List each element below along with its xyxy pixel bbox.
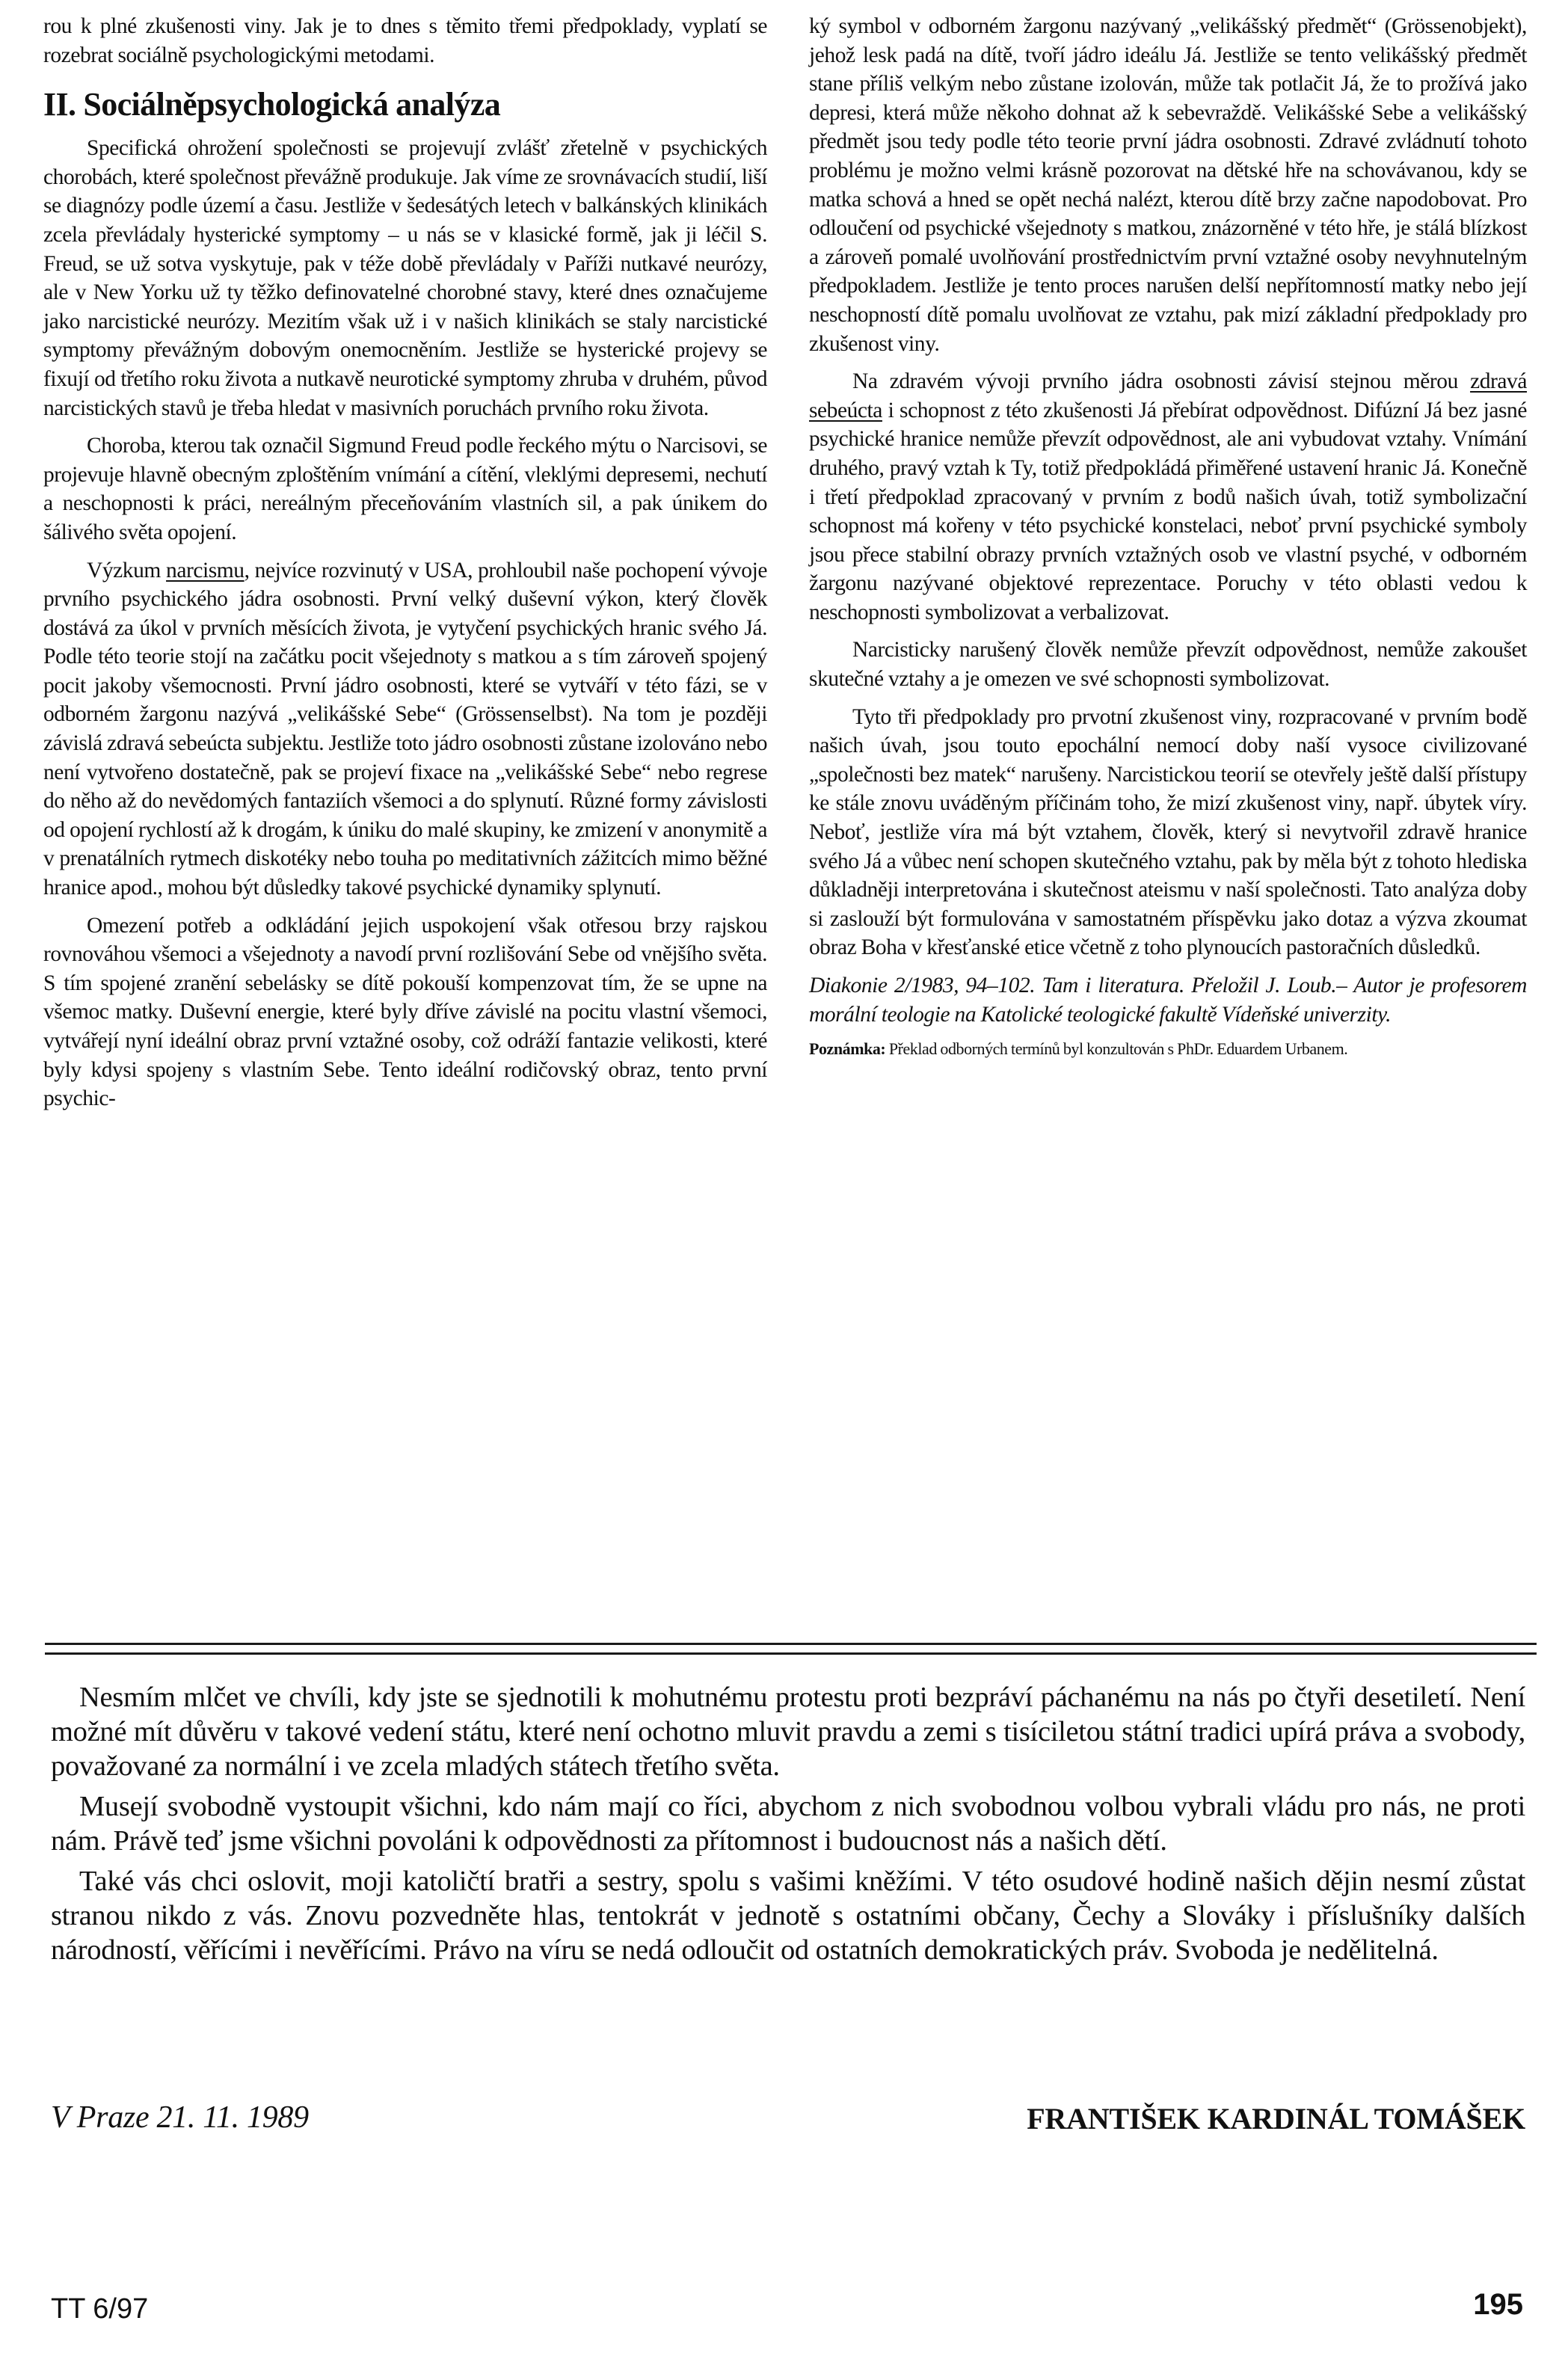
note-label: Poznámka:: [809, 1039, 886, 1059]
issue-label: TT 6/97: [51, 2293, 149, 2325]
article-right-column: [809, 12, 1527, 1069]
body-paragraph: Tyto tři předpoklady pro prvotní zkušenost viny, rozpracované v prvním bodě našich úvah, jsou touto epochální nemocí doby naší vysoce civilizované „společnosti bez matek“ narušeny. Narcistickou teorií se otevřely ještě další přístupy ke stále znovu uváděným příčinám toho, že mizí zkušenost viny, např. úbytek víry. Neboť, jestliže víra má být vztahem, člověk, který si nevytvořil zdravě hranice svého Já a vůbec není schopen skutečného vztahu, pak by měla být z tohoto hlediska důkladněji interpretována i skutečnost ateismu v naší společnosti. Tato analýza doby si zaslouží být formulována v samostatném příspěvku jako dotaz a výzva zkoumat obraz Boha v křesťanské etice včetně z toho plynoucích pastoračních důsledků.: [809, 704, 1527, 960]
letter-section: [51, 1680, 1525, 1973]
section-heading: II. Sociálněpsychologická analýza: [43, 86, 501, 123]
selfesteem-paragraph: [809, 367, 1527, 627]
body-paragraph: Narcisticky narušený člověk nemůže převzít odpovědnost, nemůže zakoušet skutečné vztahy a je omezen ve své schopnosti symbolizovat.: [809, 638, 1527, 692]
letter-paragraph: Nesmím mlčet ve chvíli, kdy jste se sjednotili k mohutnému protestu proti bezpráví páchanému na nás po čtyři desetiletí. Není možné mít důvěru v takové vedení státu, které není ochotno mluvit pravdu a zemi s tisíciletou státní tradici upírá práva a svobody, považované za normální i ve zcela mladých státech třetího světa.: [51, 1682, 1525, 1782]
source-credit: Diakonie 2/1983, 94–102. Tam i literatura. Přeložil J. Loub.– Autor je profesorem morální teologie na Katolické teologické fakultě Vídeňské univerzity.: [809, 974, 1527, 1027]
signature: FRANTIŠEK KARDINÁL TOMÁŠEK: [1027, 2102, 1525, 2135]
letter-paragraph: Musejí svobodně vystoupit všichni, kdo nám mají co říci, abychom z nich svobodnou volbou vybrali vládu pro nás, ne proti nám. Právě teď jsme všichni povoláni k odpovědnosti za přítomnost i budoucnost nás a našich dětí.: [51, 1791, 1525, 1857]
divider-rule: [45, 1652, 1537, 1655]
body-paragraph: Choroba, kterou tak označil Sigmund Freud podle řeckého mýtu o Narcisovi, se projevuje hlavně obecným zploštěním vnímání a cítění, vleklými depresemi, nechutí a neschopnosti k práci, nereálným přeceňováním vlastních sil, a pak únikem do šálivého světa opojení.: [43, 434, 767, 544]
article-left-column: [43, 12, 767, 1122]
research-paragraph: [43, 556, 767, 903]
translation-note: [809, 1038, 1527, 1060]
text-span: i schopnost z této zkušenosti Já přebírat odpovědnost. Difúzní Já bez jasné psychické hranice nemůže převzít odpovědnost, ale ani vybudovat vztahy. Vnímání druhého, pravý vztah k Ty, totiž předpokládá přiměřené ustavení hranic Já. Konečně i třetí předpoklad zpracovaný v prvním z bodů našich úvah, totiž symbolizační schopnost má kořeny v této psychické konstelaci, neboť první psychické symboly jsou přece stabilní obrazy prvních vztažných osob ve vlastní psyché, v odborném žargonu nazývané objektové reprezentace. Poruchy v této oblasti vedou k neschopnosti symbolizovat a verbalizovat.: [809, 398, 1527, 624]
underlined-term: zdravá sebeúcta: [809, 369, 1527, 422]
place-date: V Praze 21. 11. 1989: [51, 2100, 309, 2135]
continuation-paragraph: ký symbol v odborném žargonu nazývaný „velikášský předmět“ (Grössenobjekt), jehož lesk padá na dítě, tvoří jádro ideálu Já. Jestliže se tento velikášský předmět stane příliš velkým nebo zůstane izolován, může tak potlačit Já, že to prožívá jako depresi, která může někoho dohnat až k sebevraždě. Velikášské Sebe a velikášský předmět jsou tedy podle této teorie první jádra osobnosti. Zdravé zvládnutí tohoto problému je možno velmi krásně pozorovat na dětské hře na schovávanou, kdy se matka schová a hned se opět nechá nalézt, kterou dítě brzy začne napodobovat. Pro odloučení od psychické všejednoty s matkou, znázorněné v této hře, je stálá blízkost a zároveň pomalé uvolňování prostřednictvím první vztažné osoby nevyhnutelným předpokladem. Jestliže je tento proces narušen delší nepřítomností matky nebo její neschopností dítě pomalu uvolňovat ze vztahu, pak mizí základní předpoklady pro zkušenost viny.: [809, 14, 1527, 356]
text-span: , nejvíce rozvinutý v USA, prohloubil naše pochopení vývoje prvního psychického jádra osobnosti. První velký duševní výkon, který člověk dostává za úkol v prvních měsících života, je vytyčení psychických hranic svého Já. Podle této teorie stojí na začátku pocit všejednoty s matkou a s tím zároveň spojený pocit jakoby všemocnosti. První jádro osobnosti, které se vytváří v této fázi, se v odborném žargonu nazývá „velikášské Sebe“ (Grössenselbst). Na tom je později závislá zdravá sebeúcta subjektu. Jestliže toto jádro osobnosti zůstane izolováno nebo není vytvořeno dostatečně, pak se projeví fixace na „velikášské Sebe“ nebo regrese do něho až do nevědomých fantaziích všemoci a do splynutí. Různé formy závislosti od opojení rychlostí až k drogám, k úniku do malé skupiny, ke zmizení v anonymitě a v prenatálních rytmech diskotéky nebo touha po meditativních zážitcích mimo běžné hranice apod., mohou být důsledky takové psychické dynamiky splynutí.: [43, 558, 768, 900]
letter-signature-row: [51, 2098, 1525, 2140]
note-text: Překlad odborných termínů byl konzultován s PhDr. Eduardem Urbanem.: [885, 1039, 1348, 1059]
underlined-term: narcismu: [166, 558, 245, 582]
text-span: Na zdravém vývoji prvního jádra osobnosti závisí stejnou měrou: [852, 369, 1471, 394]
body-paragraph: Omezení potřeb a odkládání jejich uspokojení však otřesou brzy rajskou rovnováhou všemoci a všejednoty a navodí první rozlišování Sebe od vnějšího světa. S tím spojené zranění sebelásky se dítě pokouší kompenzovat tím, že se upne na všemoc matky. Duševní energie, které byly dříve závislé na pocitu vlastní všemoci, vytvářejí nyní ideální obraz první vztažné osoby, což odráží fantazie velikosti, které byly kdysi spojeny s vlastním Sebe. Tento ideální rodičovský obraz, tento první psychic-: [43, 913, 767, 1111]
page-number: 195: [1473, 2288, 1523, 2321]
divider-rule: [45, 1643, 1537, 1645]
letter-paragraph: Také vás chci oslovit, moji katoličtí bratři a sestry, spolu s vašimi kněžími. V této osudové hodině našich dějin nesmí zůstat stranou nikdo z vás. Znovu pozvedněte hlas, tentokrát v jednotě s ostatními občany, Čechy a Slováky i příslušníky dalších národností, věřícími i nevěřícími. Právo na víru se nedá odloučit od ostatních demokratických práv. Svoboda je nedělitelná.: [51, 1866, 1525, 1966]
text-span: Výzkum: [87, 558, 167, 582]
intro-paragraph: rou k plné zkušenosti viny. Jak je to dnes s těmito třemi předpoklady, vyplatí se rozebrat sociálně psychologickými metodami.: [43, 14, 767, 67]
body-paragraph: Specifická ohrožení společnosti se projevují zvlášť zřetelně v psychických chorobách, které společnost převážně produkuje. Jak víme ze srovnávacích studií, liší se diagnózy podle území a času. Jestliže v šedesátých letech v balkánských klinikách zcela převládaly hysterické symptomy – u nás se v klasické formě, jak ji léčil S. Freud, se už sotva vyskytuje, pak v téže době převládaly v Paříži nutkavé neurózy, ale v New Yorku už ty těžko definovatelné chorobné stavy, které dnes označujeme jako narcistické neurózy. Mezitím však už i v našich klinikách se staly narcistické symptomy převážným dobovým onemocněním. Jestliže se hysterické projevy se fixují od třetího roku života a nutkavě neurotické symptomy zhruba v druhém, původ narcistických stavů je třeba hledat v masivních poruchách prvního roku života.: [43, 136, 767, 420]
